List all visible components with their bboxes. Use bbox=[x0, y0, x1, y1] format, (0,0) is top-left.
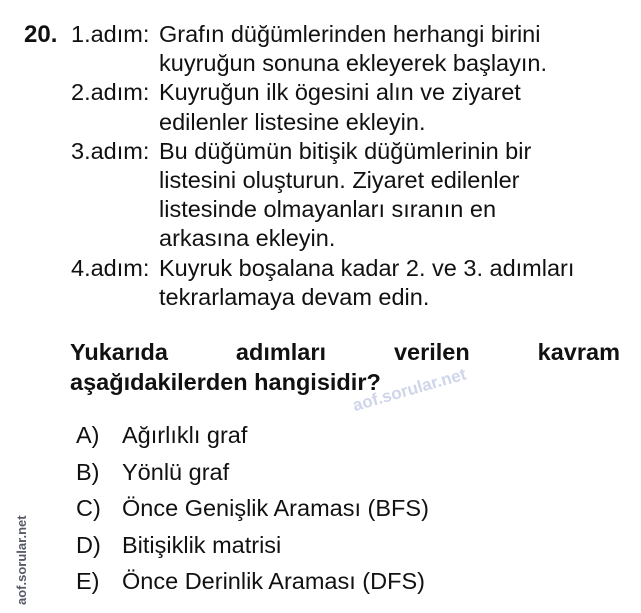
option-letter: A) bbox=[76, 422, 100, 448]
step-line: Kuyruğun ilk ögesini alın ve ziyaret bbox=[159, 79, 521, 106]
option-letter: E) bbox=[76, 568, 100, 594]
prompt-word: kavram bbox=[537, 339, 620, 365]
watermark-center: aof.sorular.net bbox=[350, 364, 469, 416]
step-4 bbox=[71, 254, 631, 312]
step-label: 4.adım: bbox=[71, 254, 150, 281]
option-d[interactable] bbox=[76, 527, 429, 564]
option-text: Yönlü graf bbox=[122, 458, 230, 485]
step-2 bbox=[71, 78, 631, 136]
prompt-line-2: aşağıdakilerden hangisidir? bbox=[70, 368, 381, 395]
option-c[interactable] bbox=[76, 490, 429, 527]
step-label: 3.adım: bbox=[71, 137, 150, 164]
step-text bbox=[159, 20, 631, 78]
prompt-word: verilen bbox=[393, 339, 470, 365]
option-letter: B) bbox=[76, 458, 100, 485]
step-line: arkasına ekleyin. bbox=[159, 225, 336, 252]
step-text bbox=[159, 254, 631, 312]
step-text bbox=[159, 78, 631, 136]
question-prompt bbox=[70, 338, 620, 397]
option-letter: D) bbox=[76, 531, 101, 558]
step-line: tekrarlamaya devam edin. bbox=[159, 283, 430, 310]
answer-options bbox=[76, 417, 429, 600]
prompt-word: Yukarıda bbox=[70, 339, 168, 365]
step-text bbox=[159, 137, 631, 254]
step-line: Bu düğümün bitişik düğümlerinin bir bbox=[159, 137, 532, 164]
option-b[interactable] bbox=[76, 454, 429, 491]
step-line: listesinde olmayanları sıranın en bbox=[159, 196, 497, 223]
option-letter: C) bbox=[76, 495, 101, 521]
step-line: Kuyruk boşalana kadar 2. ve 3. adımları bbox=[159, 254, 575, 281]
watermark-side: aof.sorular.net bbox=[14, 515, 29, 605]
step-label: 1.adım: bbox=[71, 21, 150, 47]
prompt-word: adımları bbox=[235, 339, 327, 365]
question-number: 20. bbox=[24, 21, 58, 48]
algorithm-steps bbox=[71, 20, 631, 312]
step-label: 2.adım: bbox=[71, 79, 150, 106]
option-e[interactable] bbox=[76, 563, 429, 600]
option-text: Ağırlıklı graf bbox=[122, 422, 248, 448]
prompt-line-1 bbox=[70, 338, 620, 368]
step-line: kuyruğun sonuna ekleyerek başlayın. bbox=[159, 50, 547, 77]
step-line: Grafın düğümlerinden herhangi birini bbox=[159, 21, 541, 47]
step-3 bbox=[71, 137, 631, 254]
option-a[interactable] bbox=[76, 417, 429, 454]
step-line: edilenler listesine ekleyin. bbox=[159, 108, 426, 135]
step-1 bbox=[71, 20, 631, 78]
option-text: Önce Genişlik Araması (BFS) bbox=[122, 495, 429, 521]
option-text: Önce Derinlik Araması (DFS) bbox=[122, 568, 425, 594]
step-line: listesini oluşturun. Ziyaret edilenler bbox=[159, 167, 520, 194]
option-text: Bitişiklik matrisi bbox=[122, 531, 282, 558]
